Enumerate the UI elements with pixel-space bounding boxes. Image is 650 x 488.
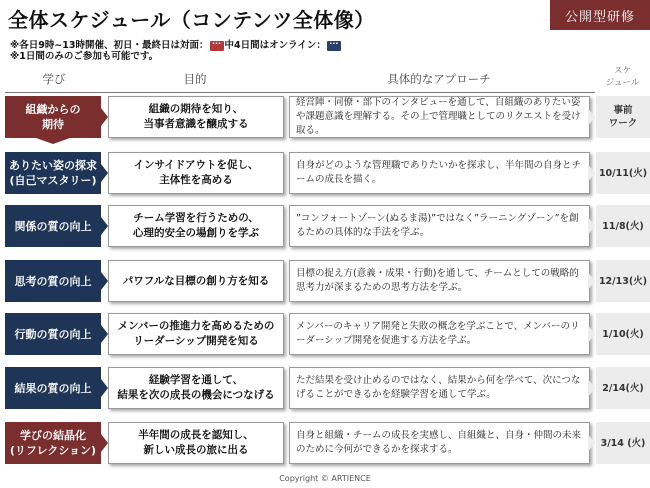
schedule-arrow-icon — [588, 108, 595, 126]
in-person-screen-icon — [210, 41, 224, 51]
note-line-2: ※1日間のみのご参加も可能です。 — [10, 51, 159, 62]
header-schedule — [595, 60, 650, 94]
row-approach: ただ結果を受け止めるのではなく、結果から何を学べて、次につなげることができるかを経験学習を通して学ぶ。 — [289, 367, 590, 409]
category-arrow-icon — [101, 108, 108, 126]
category-arrow-icon — [101, 434, 108, 452]
row-approach: 自身と組織・チームの成長を実感し、自組織と、自身・仲間の未来のために今何ができるかを探求する。 — [289, 422, 590, 464]
training-type-badge: 公開型研修 — [550, 0, 650, 30]
row-category: 結果の質の向上 — [5, 367, 101, 409]
schedule-arrow-icon — [588, 379, 595, 397]
row-schedule-date: 2/14(火) — [596, 367, 650, 409]
row-purpose: パワフルな目標の創り方を知る — [108, 260, 284, 302]
online-screen-icon — [327, 41, 341, 51]
table-row — [0, 313, 650, 355]
table-row — [0, 260, 650, 302]
row-purpose: インサイドアウトを促し、 主体性を高める — [108, 152, 284, 194]
copyright-footer: Copyright © ARTIENCE — [279, 474, 371, 483]
category-down-arrow-icon — [36, 138, 70, 144]
header-approach: 具体的なアプローチ — [387, 72, 491, 86]
row-category: 思考の質の向上 — [5, 260, 101, 302]
row-schedule-date: 3/14 (火) — [596, 422, 650, 464]
row-approach: 自身がどのような管理職でありたいかを探求し、半年間の自身とチームの成長を描く。 — [289, 152, 590, 194]
notes — [10, 40, 342, 62]
row-purpose: 組織の期待を知り、 当事者意識を醸成する — [108, 96, 284, 138]
schedule-arrow-icon — [588, 272, 595, 290]
page-title: 全体スケジュール（コンテンツ全体像） — [8, 8, 375, 32]
row-category: 関係の質の向上 — [5, 205, 101, 247]
row-category: ありたい姿の探求 (自己マスタリー) — [5, 152, 101, 194]
row-schedule-date: 1/10(火) — [596, 313, 650, 355]
header-schedule-line-1: スケ — [613, 66, 631, 76]
row-category: 組織からの 期待 — [5, 96, 101, 138]
note-online-text: 中4日間はオンライン： — [224, 40, 326, 51]
category-arrow-icon — [101, 164, 108, 182]
schedule-arrow-icon — [588, 434, 595, 452]
table-row — [0, 205, 650, 247]
schedule-arrow-icon — [588, 217, 595, 235]
header-divider — [5, 92, 595, 93]
row-schedule-date: 11/8(火) — [596, 205, 650, 247]
schedule-arrow-icon — [588, 164, 595, 182]
header-schedule-line-2: ジュール — [605, 78, 640, 88]
row-schedule-date: 10/11(火) — [596, 152, 650, 194]
table-row — [0, 367, 650, 409]
category-arrow-icon — [101, 379, 108, 397]
category-arrow-icon — [101, 272, 108, 290]
note-in-person-text: ※各日9時~13時開催、初日・最終日は対面： — [10, 40, 209, 51]
row-approach: ”コンフォートゾーン(ぬるま湯)”ではなく”ラーニングゾーン”を創るための具体的な手法を学ぶ。 — [289, 205, 590, 247]
note-line-1 — [10, 40, 342, 51]
row-schedule-date: 事前 ワーク — [596, 96, 650, 138]
table-row — [0, 422, 650, 464]
row-schedule-date: 12/13(火) — [596, 260, 650, 302]
row-purpose: 経験学習を通して、 結果を次の成長の機会につなげる — [108, 367, 284, 409]
row-purpose: 半年間の成長を認知し、 新しい成長の旅に出る — [108, 422, 284, 464]
schedule-arrow-icon — [588, 325, 595, 343]
row-approach: 目標の捉え方(意義・成果・行動)を通して、チームとしての戦略的思考力が深まるための思考方法を学ぶ。 — [289, 260, 590, 302]
table-row — [0, 152, 650, 194]
row-approach: メンバーのキャリア開発と失敗の概念を学ぶことで、メンバーのリーダーシップ開発を促進する方法を学ぶ。 — [289, 313, 590, 355]
row-purpose: メンバーの推進力を高めるための リーダーシップ開発を知る — [108, 313, 284, 355]
row-category: 行動の質の向上 — [5, 313, 101, 355]
table-row — [0, 96, 650, 138]
row-approach: 経営陣・同僚・部下のインタビューを通して、自組織のありたい姿や課題意識を理解する。その上で管理職としてのリクエストを受け取る。 — [289, 96, 590, 138]
header-manabi: 学び — [42, 72, 66, 86]
row-purpose: チーム学習を行うための、 心理的安全の場創りを学ぶ — [108, 205, 284, 247]
category-arrow-icon — [101, 217, 108, 235]
category-arrow-icon — [101, 325, 108, 343]
header-purpose: 目的 — [183, 72, 207, 86]
row-category: 学びの結晶化 (リフレクション) — [5, 422, 101, 464]
